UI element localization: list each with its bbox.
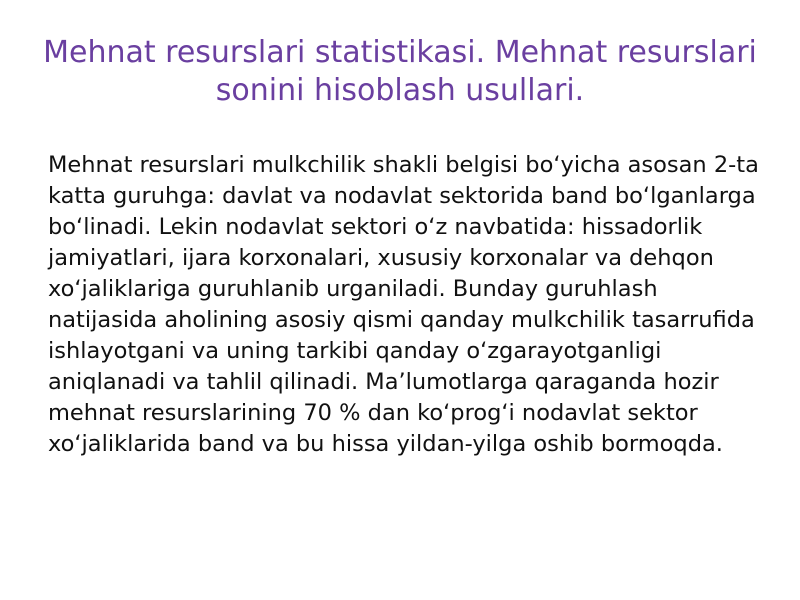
slide-body-text: Mehnat resurslari mulkchilik shakli belgisi bo‘yicha asosan 2-ta katta guruhga: davlat va nodavlat sektorida band bo‘lganlarga bo‘linadi. Lekin nodavlat sektori o‘z navbatida: hissadorlik jamiyatlari, ijara korxonalari, xususiy korxonalar va dehqon xo‘jaliklariga guruhlanib urganiladi. Bunday guruhlash natijasida aholining asosiy qismi qanday mulkchilik tasarrufida ishlayotgani va uning tarkibi qanday o‘zgarayotganligi aniqlanadi va tahlil qilinadi. Ma’lumotlarga qaraganda hozir mehnat resurslarining 70 % dan ko‘prog‘i nodavlat sektor xo‘jaliklarida band va bu hissa yildan-yilga oshib bormoqda. [48, 152, 759, 457]
slide-title: Mehnat resurslari statistikasi. Mehnat resurslari sonini hisoblash usullari. [43, 35, 757, 109]
